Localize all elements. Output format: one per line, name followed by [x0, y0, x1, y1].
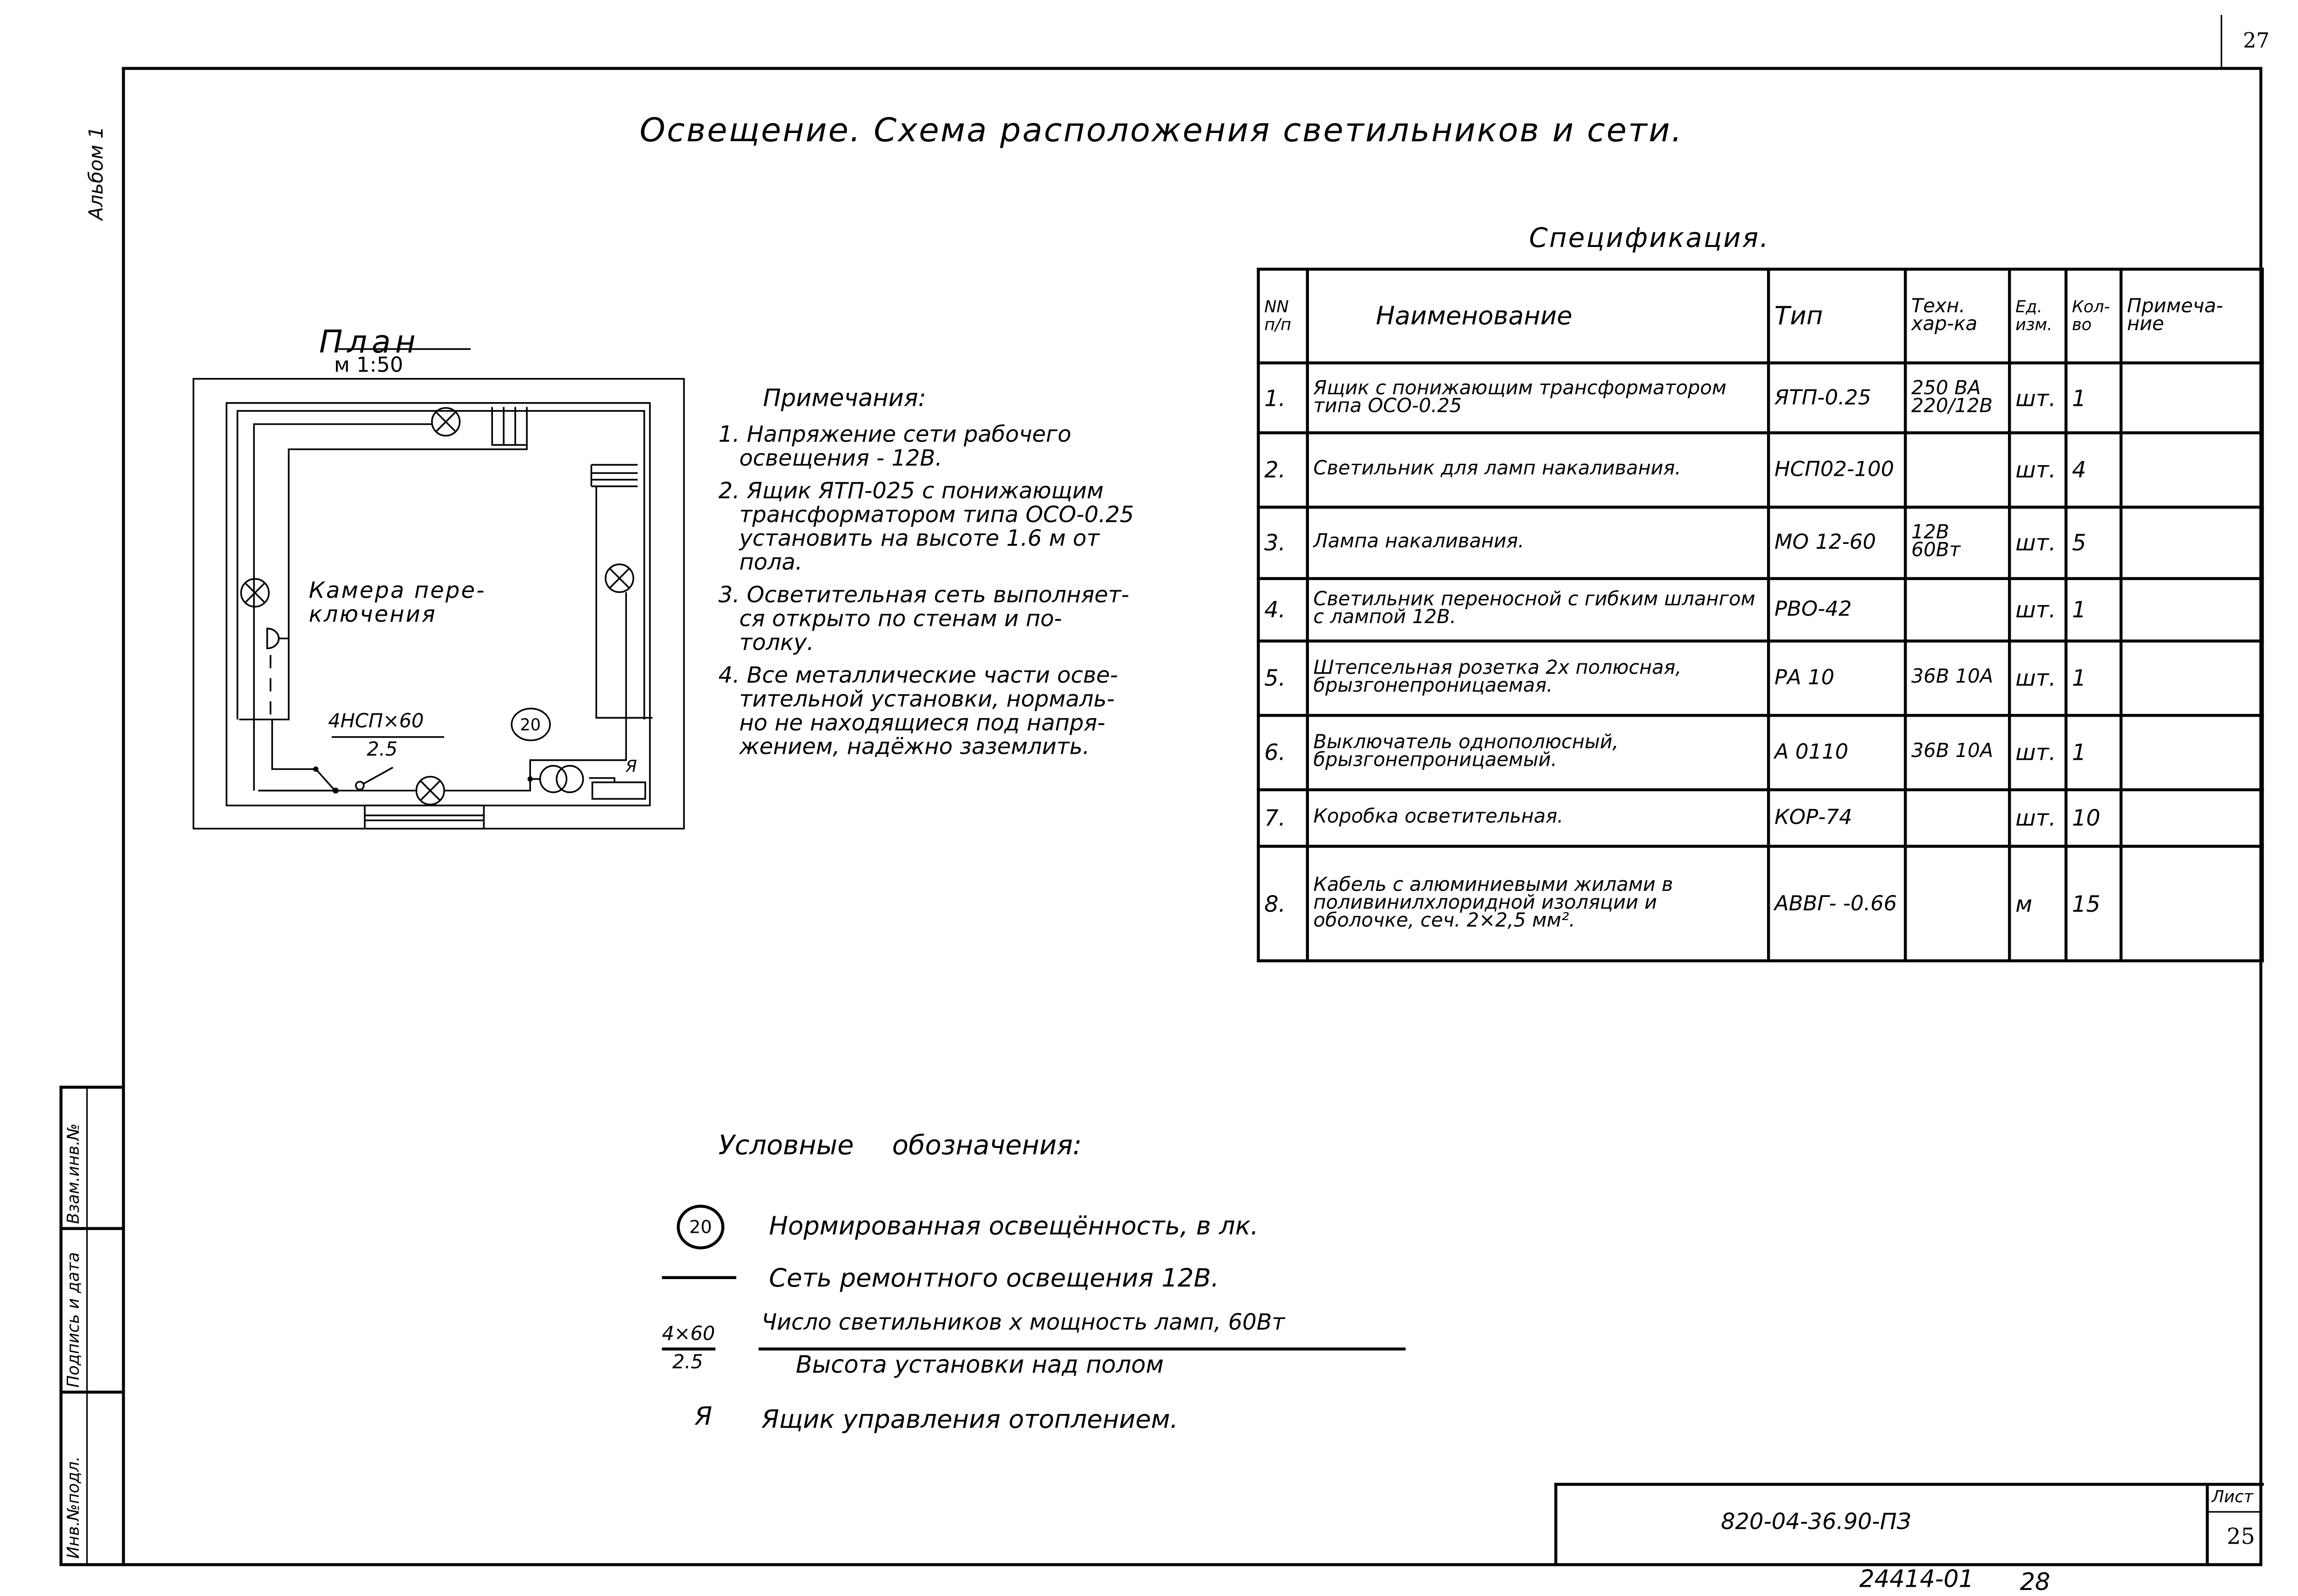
cell-qty: 1 — [2066, 641, 2121, 716]
note-item — [719, 423, 1134, 470]
illuminance-symbol: 20 — [677, 1205, 725, 1249]
cell-n: 7. — [1258, 790, 1307, 846]
note-line: 4. Все металлические части осве- — [718, 662, 1118, 689]
album-label: Альбом 1 — [86, 126, 109, 221]
cell-n: 4. — [1258, 579, 1307, 641]
cell-qty: 15 — [2066, 846, 2121, 961]
cell-tech: 36В 10А — [1906, 715, 2010, 790]
cell-note — [2121, 790, 2262, 846]
stamp-line — [59, 1391, 122, 1394]
wall-line — [237, 411, 644, 719]
cell-n: 1. — [1258, 363, 1307, 433]
table-row — [1258, 507, 2262, 579]
cell-type: НСП02-100 — [1768, 433, 1905, 507]
fraction-top: 4×60 — [662, 1324, 715, 1346]
network-line-symbol — [662, 1276, 737, 1279]
note-line: 2. Ящик ЯТП-025 с понижающим — [718, 477, 1104, 505]
cell-note — [2121, 433, 2262, 507]
note-line: ся открыто по стенам и по- — [739, 605, 1062, 632]
sheet-number: 25 — [2226, 1523, 2255, 1550]
note-line: но не находящиеся под напря- — [739, 709, 1105, 737]
frame-left — [122, 67, 125, 1566]
cell-note — [2121, 507, 2262, 579]
cell-qty: 1 — [2066, 363, 2121, 433]
cell-name: Кабель с алюминиевыми жилами в поливинилхлоридной изоляции и оболочке, сеч. 2×2,5 мм². — [1307, 846, 1768, 961]
cell-qty: 1 — [2066, 715, 2121, 790]
cell-unit: шт. — [2009, 715, 2066, 790]
note-line: установить на высоте 1.6 м от — [739, 525, 1100, 552]
cell-note — [2121, 641, 2262, 716]
stamp-line — [86, 1086, 88, 1565]
cell-type: РВО-42 — [1768, 579, 1905, 641]
cell-qty: 5 — [2066, 507, 2121, 579]
cell-unit: шт. — [2009, 507, 2066, 579]
wall-inner-line — [226, 403, 650, 806]
mount-height: 2.5 — [366, 739, 398, 762]
transformer-icon — [539, 766, 566, 792]
sheet-label: Лист — [2211, 1487, 2254, 1507]
page-title: Освещение. Схема расположения светильников и сети. — [639, 113, 1684, 151]
floor-plan — [185, 324, 704, 1019]
table-row — [1258, 715, 2262, 790]
cell-unit: шт. — [2009, 433, 2066, 507]
table-row — [1258, 433, 2262, 507]
col-header: Примеча-ние — [2121, 269, 2262, 363]
legend-heading: Условные обозначения: — [718, 1130, 1082, 1162]
cell-qty: 10 — [2066, 790, 2121, 846]
table-header-row — [1258, 269, 2262, 363]
col-header: Тип — [1768, 269, 1905, 363]
cell-tech: 250 ВА 220/12В — [1906, 363, 2010, 433]
title-block-divider — [2206, 1486, 2209, 1566]
note-item — [719, 583, 1134, 654]
cell-type: А 0110 — [1768, 715, 1905, 790]
room-label: ключения — [309, 601, 437, 628]
cell-tech — [1906, 579, 2010, 641]
table-row — [1258, 641, 2262, 716]
cell-note — [2121, 846, 2262, 961]
cell-tech — [1906, 846, 2010, 961]
cell-type: ЯТП-0.25 — [1768, 363, 1905, 433]
stamp-line — [59, 1227, 122, 1230]
corner-divider — [2221, 15, 2222, 69]
cell-n: 5. — [1258, 641, 1307, 716]
stamp-cell: Инв.№подл. — [64, 1456, 83, 1559]
note-line: освещения - 12В. — [739, 444, 942, 472]
notes — [718, 384, 1134, 760]
cell-type: МО 12-60 — [1768, 507, 1905, 579]
cell-note — [2121, 363, 2262, 433]
fixture-count-power: 4НСП×60 — [328, 711, 424, 733]
title-block-divider — [2206, 1511, 2262, 1513]
notes-heading: Примечания: — [763, 384, 926, 412]
legend-fraction-denominator: Высота установки над полом — [795, 1350, 1164, 1379]
cell-note — [2121, 715, 2262, 790]
note-line: тительной установки, нормаль- — [739, 685, 1115, 713]
table-row — [1258, 363, 2262, 433]
archive-number: 24414-01 — [1859, 1564, 1974, 1593]
corner-sheet-number: 27 — [2243, 30, 2270, 54]
cell-unit: м — [2009, 846, 2066, 961]
box-label: Я — [625, 757, 637, 776]
cell-type: РА 10 — [1768, 641, 1905, 716]
frame-top — [122, 67, 2262, 69]
stamp-cell: Подпись и дата — [64, 1252, 83, 1388]
room-boundary — [239, 407, 526, 719]
illuminance-value: 20 — [520, 715, 541, 735]
note-line: 3. Осветительная сеть выполняет- — [718, 581, 1130, 609]
cell-n: 2. — [1258, 433, 1307, 507]
fraction-bottom: 2.5 — [672, 1352, 703, 1375]
cell-type: КОР-74 — [1768, 790, 1905, 846]
note-item — [719, 663, 1134, 758]
cell-tech: 12В 60Вт — [1906, 507, 2010, 579]
box-symbol: Я — [694, 1402, 713, 1432]
stamp-line — [59, 1086, 62, 1565]
spec-title: Спецификация. — [1529, 223, 1770, 254]
window-top — [492, 407, 526, 445]
cell-unit: шт. — [2009, 790, 2066, 846]
legend-illuminance: Нормированная освещённость, в лк. — [769, 1212, 1259, 1242]
note-line: трансформатором типа ОСО-0.25 — [739, 501, 1134, 528]
cell-qty: 4 — [2066, 433, 2121, 507]
cell-name: Светильник переносной с гибким шлангом с лампой 12В. — [1307, 579, 1768, 641]
cell-n: 3. — [1258, 507, 1307, 579]
cell-type: АВВГ- -0.66 — [1768, 846, 1905, 961]
legend-network: Сеть ремонтного освещения 12В. — [769, 1264, 1219, 1294]
socket-icon — [266, 629, 288, 649]
fraction-bar — [662, 1348, 716, 1350]
cell-tech — [1906, 790, 2010, 846]
cell-n: 8. — [1258, 846, 1307, 961]
cell-unit: шт. — [2009, 363, 2066, 433]
door — [364, 806, 483, 829]
stamp-line — [59, 1086, 122, 1089]
col-header: Ед. изм. — [2009, 269, 2066, 363]
spec-table — [1257, 268, 2264, 962]
archive-page: 28 — [2020, 1567, 2051, 1596]
cell-qty: 1 — [2066, 579, 2121, 641]
plan-title: План — [319, 324, 420, 360]
cell-tech — [1906, 433, 2010, 507]
plan-drawing — [185, 324, 704, 1019]
switch-icon — [355, 782, 363, 789]
legend-box: Ящик управления отоплением. — [761, 1405, 1178, 1436]
note-line: пола. — [739, 549, 803, 576]
legend-fraction-numerator: Число светильников х мощность ламп, 60Вт — [761, 1309, 1285, 1336]
document-code: 820-04-36.90-ПЗ — [1721, 1508, 1911, 1535]
stamp-cell: Взам.инв.№ — [64, 1123, 83, 1224]
table-row — [1258, 579, 2262, 641]
table-row — [1258, 846, 2262, 961]
plan-scale: м 1:50 — [334, 354, 404, 378]
note-line: 1. Напряжение сети рабочего — [718, 421, 1072, 448]
cell-note — [2121, 579, 2262, 641]
cell-name: Светильник для ламп накаливания. — [1307, 433, 1768, 507]
col-header: Техн. хар-ка — [1906, 269, 2010, 363]
note-line: толку. — [739, 629, 814, 656]
cell-name: Штепсельная розетка 2х полюсная, брызгонепроницаемая. — [1307, 641, 1768, 716]
note-line: жением, надёжно заземлить. — [739, 733, 1090, 760]
cell-unit: шт. — [2009, 641, 2066, 716]
window-right — [591, 465, 637, 486]
cell-unit: шт. — [2009, 579, 2066, 641]
switch-cable — [258, 719, 335, 790]
cell-name: Выключатель однополюсный, брызгонепроницаемый. — [1307, 715, 1768, 790]
col-header: Кол-во — [2066, 269, 2121, 363]
col-header: Наименование — [1307, 269, 1768, 363]
room-label: Камера пере- — [309, 577, 486, 604]
cable-right — [443, 592, 625, 790]
heating-control-box — [592, 782, 644, 799]
cell-name: Коробка осветительная. — [1307, 790, 1768, 846]
cell-tech: 36В 10А — [1906, 641, 2010, 716]
col-header: NN п/п — [1258, 269, 1307, 363]
cell-name: Ящик с понижающим трансформатором типа ОСО-0.25 — [1307, 363, 1768, 433]
note-item — [719, 479, 1134, 574]
title-block — [1554, 1483, 2264, 1566]
cell-name: Лампа накаливания. — [1307, 507, 1768, 579]
cell-n: 6. — [1258, 715, 1307, 790]
table-row — [1258, 790, 2262, 846]
